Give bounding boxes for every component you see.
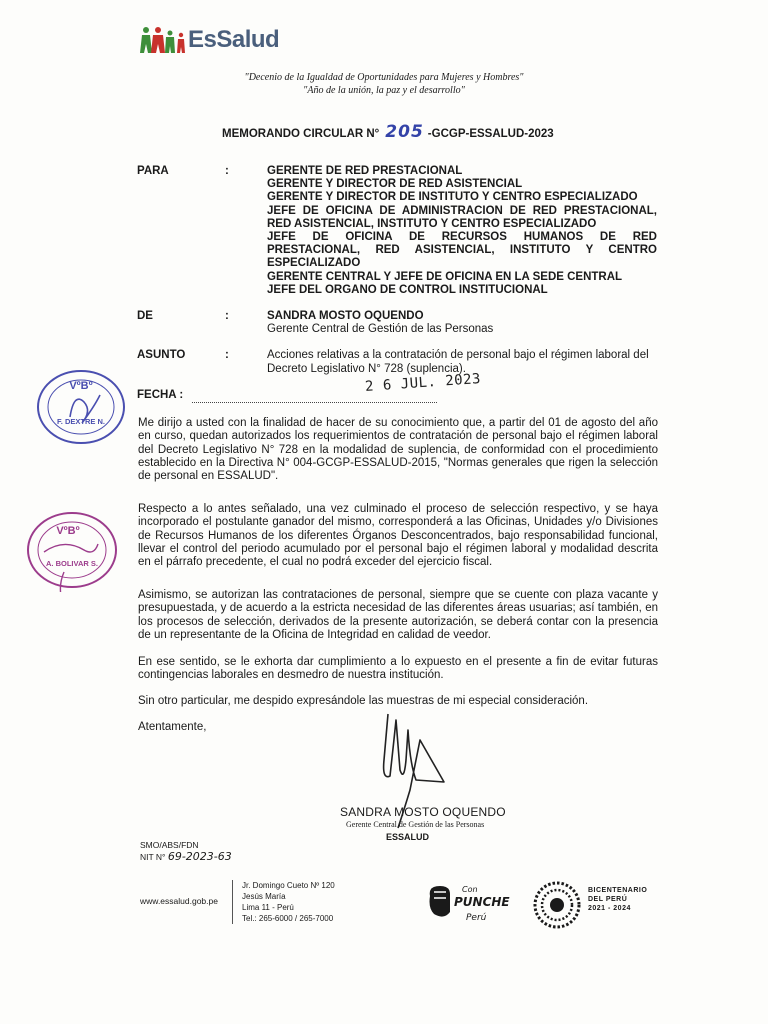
footer-divider <box>232 880 233 924</box>
body-paragraph-4: En ese sentido, se le exhorta dar cumplimiento a lo expuesto en el presente a fin de evitar futuras contingencias laborales en desmedro de nuestra institución. <box>138 656 658 682</box>
body-paragraph-3: Asimismo, se autorizan las contrataciones de personal, siempre que se cuente con plaza vacante y presupuestada, y de acuerdo a la estricta necesidad de las diferentes áreas usuarias; así también, en los procesos de selección, derivados de la presente autorización, se deberá contar con la presencia de un representante de la Oficina de Integridad en calidad de veedor. <box>138 589 658 641</box>
closing-line: Sin otro particular, me despido expresándole las muestras de mi especial consideración. <box>138 695 589 707</box>
recipient-line: GERENTE DE RED PRESTACIONAL <box>267 165 463 177</box>
address-line: Jesús María <box>242 892 286 901</box>
address-line: Tel.: 265-6000 / 265-7000 <box>242 914 334 923</box>
address-line: Jr. Domingo Cueto Nº 120 <box>242 881 335 890</box>
memo-title <box>222 122 554 142</box>
signatory-name: SANDRA MOSTO OQUENDO <box>340 805 506 819</box>
brand-name: EsSalud <box>188 26 280 53</box>
website-link[interactable]: www.essalud.gob.pe <box>140 896 218 906</box>
footer-address <box>242 880 335 924</box>
para-label: PARA <box>137 165 169 177</box>
stamp-2-vb: VºBº <box>56 525 80 537</box>
memo-number: 205 <box>385 122 424 142</box>
recipient-line: JEFE DEL ORGANO DE CONTROL INSTITUCIONAL <box>267 283 548 296</box>
nit-label: NIT N° <box>140 852 166 862</box>
approval-stamp-2 <box>24 508 120 592</box>
decree-line-2: "Año de la unión, la paz y el desarrollo" <box>303 85 465 96</box>
decree-line-1: "Decenio de la Igualdad de Oportunidades para Mujeres y Hombres" <box>244 72 524 83</box>
bicentenario-line: BICENTENARIO <box>588 887 648 894</box>
de-label: DE <box>137 310 153 322</box>
signature-scrawl <box>360 700 460 840</box>
recipient-line: JEFE DE OFICINA DE RECURSOS HUMANOS DE RED <box>267 231 657 244</box>
recipient-line: RED ASISTENCIAL, INSTITUTO Y CENTRO ESPECIALIZADO <box>267 217 597 230</box>
subject-text: Acciones relativas a la contratación de personal bajo el régimen laboral del Decreto Legislativo N° 728 (suplencia). <box>267 349 649 375</box>
recipient-line: GERENTE Y DIRECTOR DE RED ASISTENCIAL <box>267 178 523 191</box>
recipient-line: JEFE DE OFICINA DE ADMINISTRACION DE RED PRESTACIONAL, <box>267 204 657 217</box>
de-colon: : <box>225 310 229 322</box>
campaign-top: Con <box>462 885 478 894</box>
stamp-2-name: A. BOLIVAR S. <box>46 559 98 568</box>
recipient-line: PRESTACIONAL, RED ASISTENCIAL, INSTITUTO Y CENTRO <box>267 244 657 257</box>
memo-prefix: MEMORANDO CIRCULAR N° <box>222 128 380 140</box>
bicentenario-icon <box>532 880 582 930</box>
approval-stamp-1 <box>34 367 128 447</box>
sender-name: SANDRA MOSTO OQUENDO <box>267 310 424 322</box>
body-paragraph-2: Respecto a lo antes señalado, una vez culminado el proceso de selección respectivo, y se haya incorporado el postulante ganador del mismo, corresponderá a las Oficinas, Unidades y/o Divisiones de Recursos Humanos de los diferentes Órganos Desconcentrados, bajo responsabilidad funcional, llevar el control del periodo acumulado por el personal bajo el régimen laboral y modalidad descrita en el párrafo precedente, el cual no podrá exceder del ejercicio fiscal. <box>138 503 658 569</box>
fecha-label: FECHA : <box>137 389 184 401</box>
memo-suffix: -GCGP-ESSALUD-2023 <box>427 128 554 140</box>
stamp-1-name: F. DEXTRE N. <box>57 417 105 426</box>
recipient-line: ESPECIALIZADO <box>267 257 361 270</box>
address-line: Lima 11 - Perú <box>242 903 294 912</box>
recipients-list <box>267 165 657 297</box>
recipient-line: GERENTE CENTRAL Y JEFE DE OFICINA EN LA SEDE CENTRAL <box>267 270 623 283</box>
bicentenario-line: DEL PERÚ <box>588 896 628 903</box>
fecha-dotted-line <box>192 402 437 403</box>
date-stamp: 2 6 JUL. 2023 <box>364 370 482 396</box>
campaign-main: PUNCHE <box>454 895 510 909</box>
para-colon: : <box>225 165 229 177</box>
farewell: Atentamente, <box>138 721 207 733</box>
body-paragraph-1: Me dirijo a usted con la finalidad de hacer de su conocimiento que, a partir del 01 de agosto del año en curso, quedan autorizados los requerimientos de contratación de personal bajo el régimen laboral del Decreto Legislativo N° 728 en la modalidad de suplencia, de conformidad con el procedimiento establecido en la Directiva N° 004-GCGP-ESSALUD-2015, "Normas generales que rigen la selección de personal en ESSALUD". <box>138 417 658 483</box>
bicentenario-text <box>588 886 647 913</box>
reference-block <box>140 839 232 863</box>
asunto-label: ASUNTO <box>137 349 186 361</box>
con-punche-peru-logo <box>424 878 514 928</box>
recipient-line: GERENTE Y DIRECTOR DE INSTITUTO Y CENTRO ESPECIALIZADO <box>267 191 638 204</box>
bicentenario-line: 2021 - 2024 <box>588 905 631 912</box>
essalud-logo <box>140 26 279 54</box>
people-icon <box>140 26 186 54</box>
reference-initials: SMO/ABS/FDN <box>140 840 199 850</box>
reference-nit <box>140 851 232 863</box>
campaign-sub: Perú <box>466 913 487 923</box>
nit-value: 69-2023-63 <box>167 850 232 863</box>
asunto-colon: : <box>225 349 229 361</box>
sender-title: Gerente Central de Gestión de las Personas <box>267 323 494 335</box>
signatory-org: ESSALUD <box>386 832 430 842</box>
signatory-title: Gerente Central de Gestión de las Personas <box>346 820 485 829</box>
stamp-1-vb: VºBº <box>69 380 93 392</box>
